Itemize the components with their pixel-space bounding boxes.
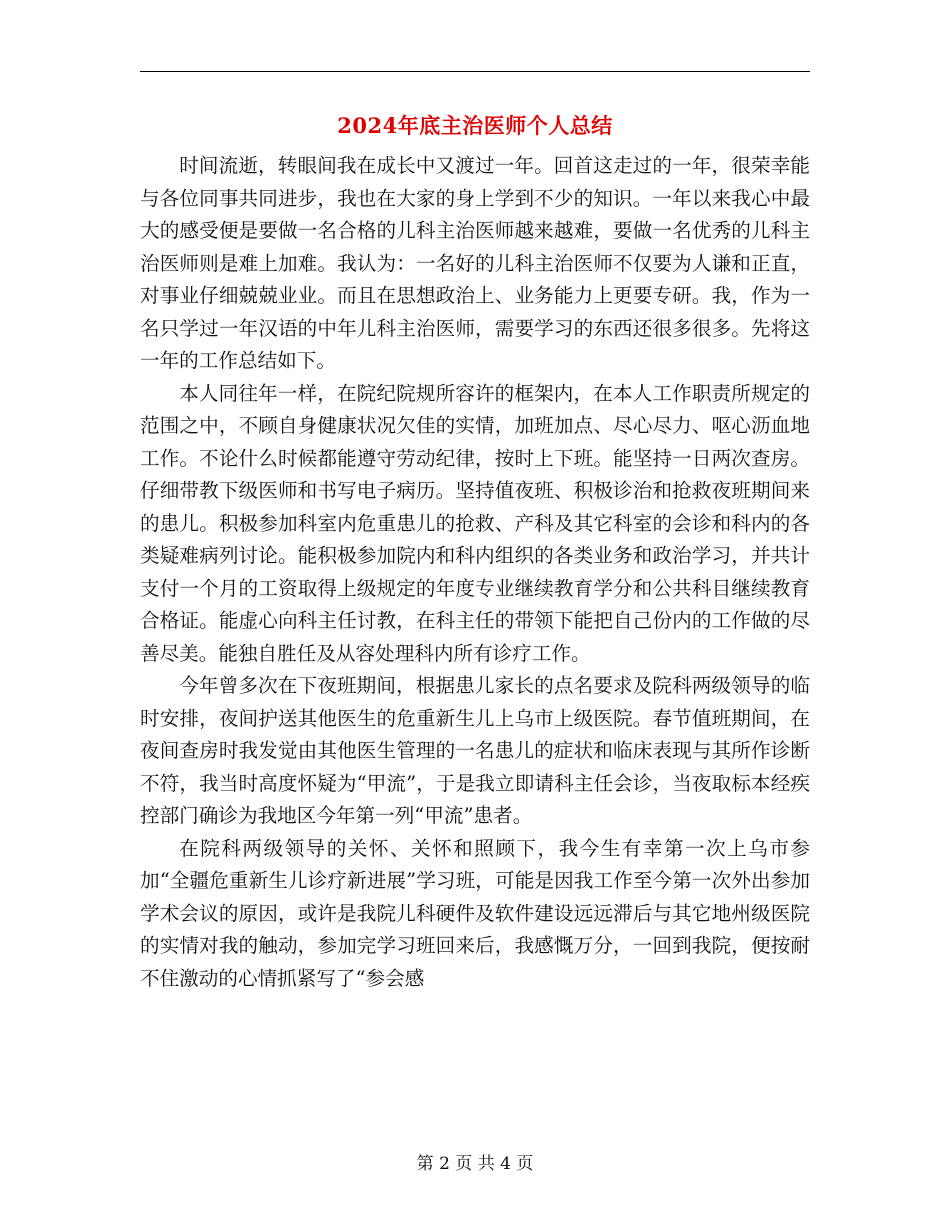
document-body: [140, 150, 810, 995]
paragraph-3: 今年曾多次在下夜班期间，根据患儿家长的点名要求及院科两级领导的临时安排，夜间护送其他医生的危重新生儿上乌市上级医院。春节值班期间，在夜间查房时我发觉由其他医生管理的一名患儿的症状和临床表现与其所作诊断不符，我当时高度怀疑为“甲流”，于是我立即请科主任会诊，当夜取标本经疾控部门确诊为我地区今年第一列“甲流”患者。: [140, 674, 810, 827]
page-footer: 第 2 页 共 4 页: [416, 1154, 534, 1174]
paragraph-2: 本人同往年一样，在院纪院规所容许的框架内，在本人工作职责所规定的范围之中，不顾自身健康状况欠佳的实情，加班加点、尽心尽力、呕心沥血地工作。不论什么时候都能遵守劳动纪律，按时上下班。能坚持一日两次查房。仔细带教下级医师和书写电子病历。坚持值夜班、积极诊治和抢救夜班期间来的患儿。积极参加科室内危重患儿的抢救、产科及其它科室的会诊和科内的各类疑难病列讨论。能积极参加院内和科内组织的各类业务和政治学习，并共计支付一个月的工资取得上级规定的年度专业继续教育学分和公共科目继续教育合格证。能虚心向科主任讨教，在科主任的带领下能把自己份内的工作做的尽善尽美。能独自胜任及从容处理科内所有诊疗工作。: [140, 381, 810, 665]
paragraph-4: 在院科两级领导的关怀、关怀和照顾下，我今生有幸第一次上乌市参加“全疆危重新生儿诊疗新进展”学习班，可能是因我工作至今第一次外出参加学术会议的原因，或许是我院儿科硬件及软件建设远远滞后与其它地州级医院的实情对我的触动，参加完学习班回来后，我感慨万分，一回到我院，便按耐不住激动的心情抓紧写了“参会感: [140, 836, 810, 990]
paragraph-1: 时间流逝，转眼间我在成长中又渡过一年。回首这走过的一年，很荣幸能与各位同事共同进步，我也在大家的身上学到不少的知识。一年以来我心中最大的感受便是要做一名合格的儿科主治医师越来越难，要做一名优秀的儿科主治医师则是难上加难。我认为：一名好的儿科主治医师不仅要为人谦和正直，对事业仔细兢兢业业。而且在思想政治上、业务能力上更要专研。我，作为一名只学过一年汉语的中年儿科主治医师，需要学习的东西还很多很多。先将这一年的工作总结如下。: [140, 154, 810, 372]
document-title: 2024年底主治医师个人总结: [337, 113, 613, 138]
header-rule: [140, 71, 810, 72]
